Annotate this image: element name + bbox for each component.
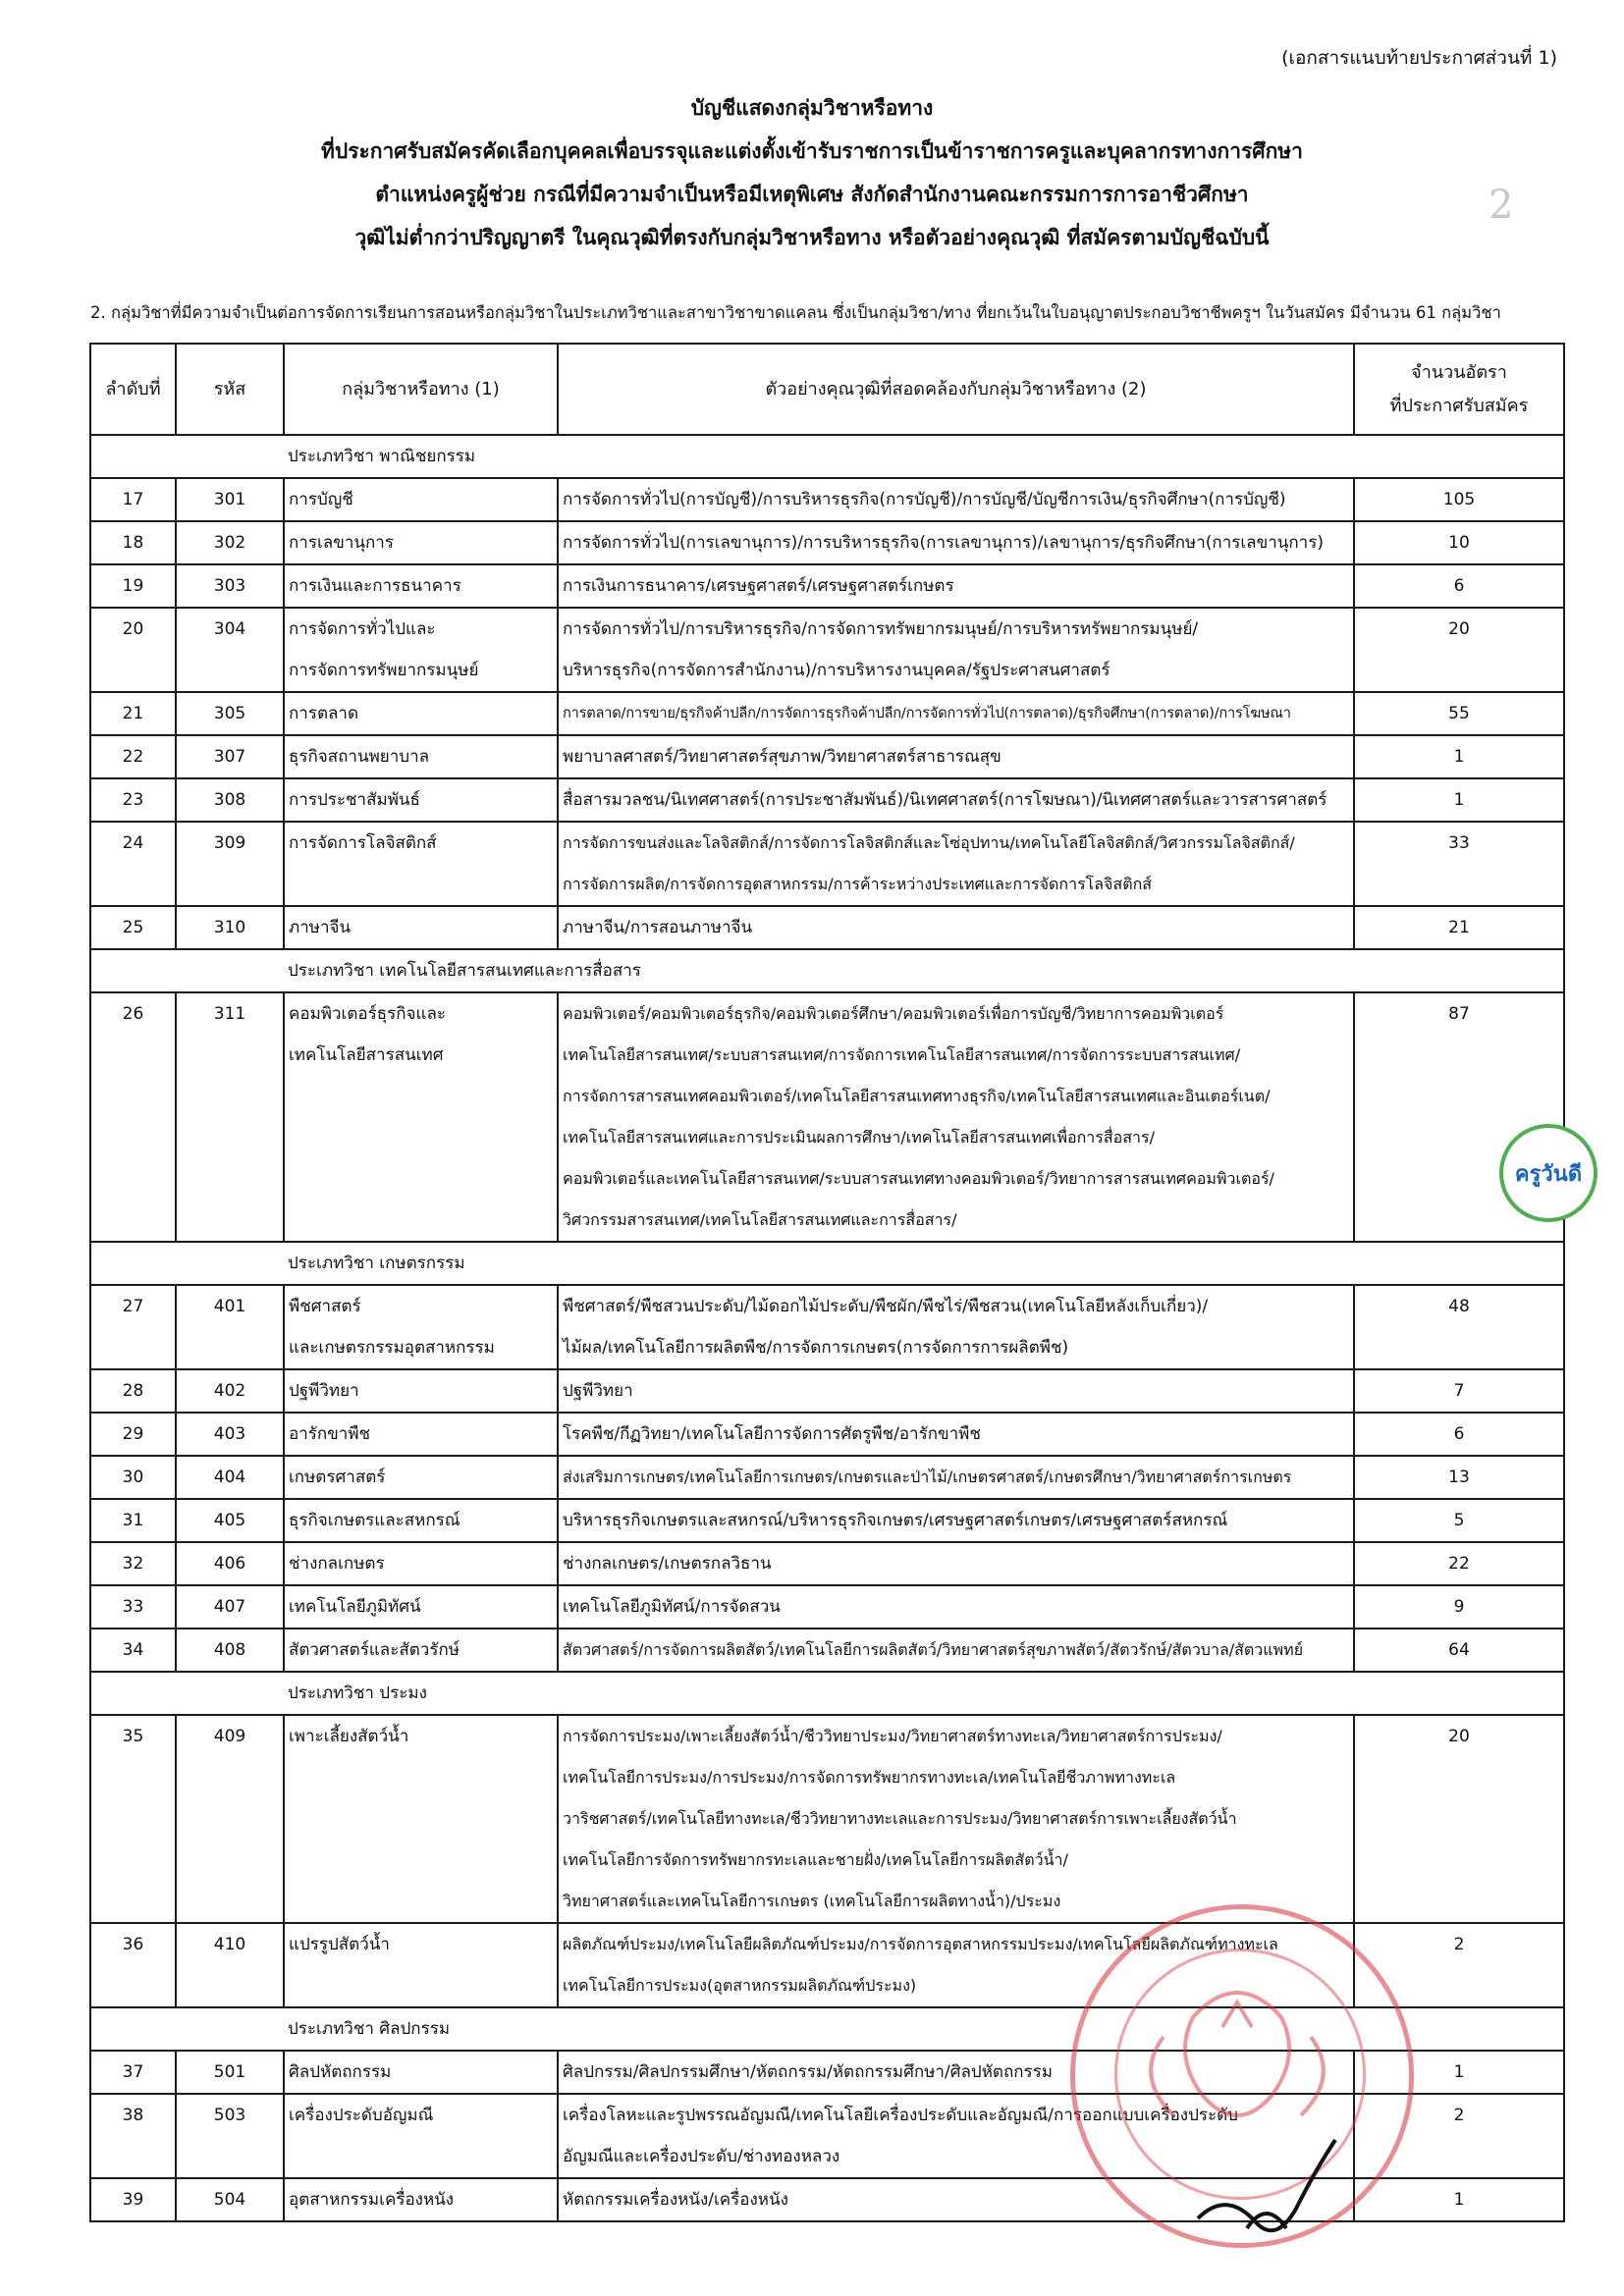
table-row <box>90 608 1564 692</box>
qualification-line: วิทยาศาสตร์และเทคโนโลยีการเกษตร (เทคโนโลยีการผลิตทางน้ำ)/ประมง <box>563 1892 1061 1910</box>
qualification-line: สื่อสารมวลชน/นิเทศศาสตร์(การประชาสัมพันธ์)/นิเทศศาสตร์(การโฆษณา)/นิเทศศาสตร์และวารสารศาสตร์ <box>563 790 1327 810</box>
row-subject <box>284 735 558 778</box>
category-label: ประเภทวิชา ประมง <box>90 1672 1564 1715</box>
row-number: 26 <box>90 992 176 1242</box>
row-count: 1 <box>1354 778 1564 822</box>
table-row <box>90 1715 1564 1923</box>
row-number: 35 <box>90 1715 176 1923</box>
row-qualifications <box>558 906 1354 949</box>
qualification-line: เทคโนโลยีสารสนเทศ/ระบบสารสนเทศ/การจัดการเทคโนโลยีสารสนเทศ/การจัดการระบบสารสนเทศ/ <box>563 1045 1241 1064</box>
subject-line: พืชศาสตร์ <box>289 1297 361 1316</box>
document-attachment-label: (เอกสารแนบท้ายประกาศส่วนที่ 1) <box>1281 47 1557 69</box>
subject-line: ภาษาจีน <box>289 918 352 937</box>
category-row <box>90 2007 1564 2051</box>
row-code: 301 <box>176 478 284 521</box>
row-qualifications <box>558 1923 1354 2007</box>
row-qualifications <box>558 778 1354 822</box>
qualification-line: การจัดการสารสนเทศคอมพิวเตอร์/เทคโนโลยีสารสนเทศทางธุรกิจ/เทคโนโลยีสารสนเทศและอินเตอร์เนต/ <box>563 1087 1271 1105</box>
row-subject <box>284 1285 558 1369</box>
row-count: 48 <box>1354 1285 1564 1369</box>
row-code: 307 <box>176 735 284 778</box>
qualification-line: วิศวกรรมสารสนเทศ/เทคโนโลยีสารสนเทศและการสื่อสาร/ <box>563 1210 957 1229</box>
row-count: 64 <box>1354 1629 1564 1672</box>
watermark-logo <box>1499 1124 1597 1222</box>
row-qualifications <box>558 1285 1354 1369</box>
row-number: 23 <box>90 778 176 822</box>
header-count <box>1354 344 1564 435</box>
row-qualifications <box>558 822 1354 906</box>
row-number: 37 <box>90 2051 176 2094</box>
row-number: 22 <box>90 735 176 778</box>
subject-line: การบัญชี <box>289 490 353 509</box>
subject-line: แปรรูปสัตว์น้ำ <box>289 1935 390 1954</box>
title-line-1: บัญชีแสดงกลุ่มวิชาหรือทาง <box>690 96 934 120</box>
row-number: 21 <box>90 692 176 735</box>
table-row <box>90 992 1564 1242</box>
subject-line: เครื่องประดับอัญมณี <box>289 2106 434 2125</box>
row-count: 105 <box>1354 478 1564 521</box>
qualification-line: การจัดการขนส่งและโลจิสติกส์/การจัดการโลจิสติกส์และโซ่อุปทาน/เทคโนโลยีโลจิสติกส์/วิศวกรรมโลจิสติกส์/ <box>563 833 1295 852</box>
qualification-line: พยาบาลศาสตร์/วิทยาศาสตร์สุขภาพ/วิทยาศาสตร์สาธารณสุข <box>563 747 1001 767</box>
table-row <box>90 1585 1564 1629</box>
row-subject <box>284 1369 558 1413</box>
qualification-line: เทคโนโลยีภูมิทัศน์/การจัดสวน <box>563 1597 781 1617</box>
row-code: 305 <box>176 692 284 735</box>
qualification-line: อัญมณีและเครื่องประดับ/ช่างทองหลวง <box>563 2147 840 2166</box>
row-code: 503 <box>176 2094 284 2178</box>
title-line-4: วุฒิไม่ต่ำกว่าปริญญาตรี ในคุณวุฒิที่ตรงกับกลุ่มวิชาหรือทาง หรือตัวอย่างคุณวุฒิ ที่สมัครตามบัญชีฉบับนี้ <box>354 226 1270 249</box>
row-number: 30 <box>90 1456 176 1499</box>
row-qualifications <box>558 1585 1354 1629</box>
row-qualifications <box>558 1413 1354 1456</box>
table-row <box>90 1923 1564 2007</box>
row-count: 21 <box>1354 906 1564 949</box>
header-qualifications: ตัวอย่างคุณวุฒิที่สอดคล้องกับกลุ่มวิชาหรือทาง (2) <box>558 344 1354 435</box>
row-count: 2 <box>1354 1923 1564 2007</box>
row-code: 403 <box>176 1413 284 1456</box>
row-qualifications <box>558 692 1354 735</box>
row-qualifications <box>558 1456 1354 1499</box>
subject-line: สัตวศาสตร์และสัตวรักษ์ <box>289 1640 460 1660</box>
subject-line: การจัดการโลจิสติกส์ <box>289 833 437 853</box>
qualification-line: การเงินการธนาคาร/เศรษฐศาสตร์/เศรษฐศาสตร์เกษตร <box>563 576 954 596</box>
row-number: 20 <box>90 608 176 692</box>
subject-line: การจัดการทรัพยากรมนุษย์ <box>289 661 479 680</box>
row-subject <box>284 2094 558 2178</box>
table-row <box>90 1499 1564 1542</box>
qualification-line: บริหารธุรกิจ(การจัดการสำนักงาน)/การบริหารงานบุคคล/รัฐประศาสนศาสตร์ <box>563 661 1110 680</box>
row-subject <box>284 692 558 735</box>
row-subject <box>284 2178 558 2221</box>
qualification-line: ปฐพีวิทยา <box>563 1381 633 1401</box>
row-subject <box>284 478 558 521</box>
table-row <box>90 735 1564 778</box>
qualification-line: โรคพืช/กีฏวิทยา/เทคโนโลยีการจัดการศัตรูพืช/อารักขาพืช <box>563 1424 981 1444</box>
row-count: 5 <box>1354 1499 1564 1542</box>
header-count-line-1: จำนวนอัตรา <box>1411 361 1507 383</box>
table-row <box>90 1413 1564 1456</box>
row-subject <box>284 1413 558 1456</box>
row-number: 29 <box>90 1413 176 1456</box>
row-subject <box>284 1923 558 2007</box>
subject-line: และเกษตรกรรมอุตสาหกรรม <box>289 1338 495 1358</box>
qualification-line: หัตถกรรมเครื่องหนัง/เครื่องหนัง <box>563 2190 788 2210</box>
row-count: 9 <box>1354 1585 1564 1629</box>
qualification-line: การจัดการทั่วไป/การบริหารธุรกิจ/การจัดการทรัพยากรมนุษย์/การบริหารทรัพยากรมนุษย์/ <box>563 619 1199 639</box>
row-count: 87 <box>1354 992 1564 1242</box>
row-subject <box>284 1542 558 1585</box>
row-code: 401 <box>176 1285 284 1369</box>
row-qualifications <box>558 1369 1354 1413</box>
category-row <box>90 949 1564 992</box>
row-number: 17 <box>90 478 176 521</box>
header-code: รหัส <box>176 344 284 435</box>
subject-line: การจัดการทั่วไปและ <box>289 619 436 639</box>
row-number: 33 <box>90 1585 176 1629</box>
subject-line: อุตสาหกรรมเครื่องหนัง <box>289 2190 455 2210</box>
header-no: ลำดับที่ <box>90 344 176 435</box>
table-row <box>90 906 1564 949</box>
qualification-line: การจัดการประมง/เพาะเลี้ยงสัตว์น้ำ/ชีววิทยาประมง/วิทยาศาสตร์ทางทะเล/วิทยาศาสตร์การประมง/ <box>563 1727 1222 1745</box>
row-subject <box>284 608 558 692</box>
row-code: 303 <box>176 564 284 608</box>
subject-line: เทคโนโลยีสารสนเทศ <box>289 1045 444 1065</box>
row-count: 10 <box>1354 521 1564 564</box>
row-qualifications <box>558 1499 1354 1542</box>
qualification-line: เทคโนโลยีสารสนเทศและการประเมินผลการศึกษา/เทคโนโลยีสารสนเทศเพื่อการสื่อสาร/ <box>563 1128 1155 1147</box>
row-subject <box>284 521 558 564</box>
subject-line: เกษตรศาสตร์ <box>289 1468 386 1487</box>
qualification-line: วาริชศาสตร์/เทคโนโลยีทางทะเล/ชีววิทยาทางทะเลและการประมง/วิทยาศาสตร์การเพาะเลี้ยงสัตว์น้ำ <box>563 1809 1237 1828</box>
table-header-row <box>90 344 1564 435</box>
qualification-line: การจัดการผลิต/การจัดการอุตสาหกรรม/การค้าระหว่างประเทศและการจัดการโลจิสติกส์ <box>563 875 1153 893</box>
row-count: 2 <box>1354 2094 1564 2178</box>
row-code: 309 <box>176 822 284 906</box>
qualification-line: พืชศาสตร์/พืชสวนประดับ/ไม้ดอกไม้ประดับ/พืชผัก/พืชไร่/พืชสวน(เทคโนโลยีหลังเก็บเกี่ยว)/ <box>563 1297 1209 1316</box>
row-subject <box>284 1629 558 1672</box>
row-qualifications <box>558 992 1354 1242</box>
category-row <box>90 435 1564 478</box>
qualification-line: เครื่องโลหะและรูปพรรณอัญมณี/เทคโนโลยีเครื่องประดับและอัญมณี/การออกแบบเครื่องประดับ <box>563 2106 1238 2125</box>
qualification-line: คอมพิวเตอร์และเทคโนโลยีสารสนเทศ/ระบบสารสนเทศทางคอมพิวเตอร์/วิทยาการสารสนเทศคอมพิวเตอร์/ <box>563 1169 1274 1188</box>
category-row <box>90 1242 1564 1285</box>
subject-line: ธุรกิจเกษตรและสหกรณ์ <box>289 1511 460 1530</box>
table-row <box>90 1285 1564 1369</box>
row-subject <box>284 1715 558 1923</box>
row-qualifications <box>558 735 1354 778</box>
subject-line: การประชาสัมพันธ์ <box>289 790 420 810</box>
subject-line: เพาะเลี้ยงสัตว์น้ำ <box>289 1727 409 1746</box>
row-subject <box>284 822 558 906</box>
row-number: 18 <box>90 521 176 564</box>
row-code: 304 <box>176 608 284 692</box>
qualification-line: คอมพิวเตอร์/คอมพิวเตอร์ธุรกิจ/คอมพิวเตอร์ศึกษา/คอมพิวเตอร์เพื่อการบัญชี/วิทยาการคอมพิวเตอร์ <box>563 1004 1224 1023</box>
row-count: 1 <box>1354 2051 1564 2094</box>
row-code: 404 <box>176 1456 284 1499</box>
subject-line: การเลขานุการ <box>289 533 394 553</box>
row-code: 407 <box>176 1585 284 1629</box>
qualification-line: การจัดการทั่วไป(การบัญชี)/การบริหารธุรกิจ(การบัญชี)/การบัญชี/บัญชีการเงิน/ธุรกิจศึกษา(การบัญชี) <box>563 490 1286 509</box>
table-row <box>90 1629 1564 1672</box>
row-count: 7 <box>1354 1369 1564 1413</box>
table-row <box>90 822 1564 906</box>
category-label: ประเภทวิชา ศิลปกรรม <box>90 2007 1564 2051</box>
row-qualifications <box>558 564 1354 608</box>
row-subject <box>284 1499 558 1542</box>
row-count: 22 <box>1354 1542 1564 1585</box>
qualification-line: สัตวศาสตร์/การจัดการผลิตสัตว์/เทคโนโลยีการผลิตสัตว์/วิทยาศาสตร์สุขภาพสัตว์/สัตวรักษ์/สัตวบาล/สัตวแพทย์ <box>563 1640 1304 1659</box>
row-count: 1 <box>1354 735 1564 778</box>
category-label: ประเภทวิชา พาณิชยกรรม <box>90 435 1564 478</box>
row-count: 1 <box>1354 2178 1564 2221</box>
section-intro: 2. กลุ่มวิชาที่มีความจำเป็นต่อการจัดการเรียนการสอนหรือกลุ่มวิชาในประเภทวิชาและสาขาวิชาขาดแคลน ซึ่งเป็นกลุ่มวิชา/ทาง ที่ยกเว้นในใบอนุญาตประกอบวิชาชีพครูฯ ในวันสมัคร มีจำนวน 61 กลุ่มวิชา <box>90 303 1501 322</box>
row-subject <box>284 2051 558 2094</box>
row-code: 504 <box>176 2178 284 2221</box>
page-number-mark: 2 <box>1489 183 1514 228</box>
subject-line: คอมพิวเตอร์ธุรกิจและ <box>289 1004 446 1024</box>
row-code: 310 <box>176 906 284 949</box>
row-qualifications <box>558 1629 1354 1672</box>
row-code: 311 <box>176 992 284 1242</box>
table-row <box>90 778 1564 822</box>
row-count: 55 <box>1354 692 1564 735</box>
qualification-line: ศิลปกรรม/ศิลปกรรมศึกษา/หัตถกรรม/หัตถกรรมศึกษา/ศิลปหัตถกรรม <box>563 2062 1054 2082</box>
row-qualifications <box>558 521 1354 564</box>
row-count: 20 <box>1354 608 1564 692</box>
qualification-line: ช่างกลเกษตร/เกษตรกลวิธาน <box>563 1554 772 1574</box>
row-number: 28 <box>90 1369 176 1413</box>
subject-line: อารักขาพืช <box>289 1424 371 1444</box>
row-subject <box>284 778 558 822</box>
table-row <box>90 1456 1564 1499</box>
row-code: 406 <box>176 1542 284 1585</box>
signature-mark <box>1188 2130 1345 2248</box>
qualification-line: การจัดการทั่วไป(การเลขานุการ)/การบริหารธุรกิจ(การเลขานุการ)/เลขานุการ/ธุรกิจศึกษา(การเลขานุการ) <box>563 533 1324 553</box>
qualification-line: ส่งเสริมการเกษตร/เทคโนโลยีการเกษตร/เกษตรและป่าไม้/เกษตรศาสตร์/เกษตรศึกษา/วิทยาศาสตร์การเกษตร <box>563 1468 1292 1486</box>
row-subject <box>284 1585 558 1629</box>
header-count-line-2: ที่ประกาศรับสมัคร <box>1389 395 1529 416</box>
qualification-line: ผลิตภัณฑ์ประมง/เทคโนโลยีผลิตภัณฑ์ประมง/การจัดการอุตสาหกรรมประมง/เทคโนโลยีผลิตภัณฑ์ทางทะเล <box>563 1935 1278 1953</box>
subject-line: ศิลปหัตถกรรม <box>289 2062 392 2082</box>
row-code: 408 <box>176 1629 284 1672</box>
row-count: 6 <box>1354 1413 1564 1456</box>
table-row <box>90 692 1564 735</box>
row-number: 39 <box>90 2178 176 2221</box>
row-count: 33 <box>1354 822 1564 906</box>
row-count: 13 <box>1354 1456 1564 1499</box>
table-row <box>90 564 1564 608</box>
qualification-line: บริหารธุรกิจเกษตรและสหกรณ์/บริหารธุรกิจเกษตร/เศรษฐศาสตร์เกษตร/เศรษฐศาสตร์สหกรณ์ <box>563 1511 1228 1530</box>
row-subject <box>284 564 558 608</box>
title-line-3: ตำแหน่งครูผู้ช่วย กรณีที่มีความจำเป็นหรือมีเหตุพิเศษ สังกัดสำนักงานคณะกรรมการการอาชีวศึกษา <box>375 183 1249 206</box>
subject-line: เทคโนโลยีภูมิทัศน์ <box>289 1597 421 1617</box>
qualification-line: เทคโนโลยีการประมง/การประมง/การจัดการทรัพยากรทางทะเล/เทคโนโลยีชีวภาพทางทะเล <box>563 1768 1176 1787</box>
row-qualifications <box>558 608 1354 692</box>
row-code: 405 <box>176 1499 284 1542</box>
row-number: 24 <box>90 822 176 906</box>
row-number: 19 <box>90 564 176 608</box>
qualification-line: การตลาด/การขาย/ธุรกิจค้าปลีก/การจัดการธุรกิจค้าปลีก/การจัดการทั่วไป(การตลาด)/ธุรกิจศึกษา(การตลาด)/การโฆษณา <box>563 705 1291 721</box>
subject-line: ช่างกลเกษตร <box>289 1554 385 1574</box>
row-number: 34 <box>90 1629 176 1672</box>
subject-line: การเงินและการธนาคาร <box>289 576 461 596</box>
subject-line: ปฐพีวิทยา <box>289 1381 359 1401</box>
row-subject <box>284 906 558 949</box>
row-code: 402 <box>176 1369 284 1413</box>
header-subject: กลุ่มวิชาหรือทาง (1) <box>284 344 558 435</box>
row-number: 25 <box>90 906 176 949</box>
table-row <box>90 478 1564 521</box>
watermark-logo-text: ครูวันดี <box>1514 1162 1583 1187</box>
table-row <box>90 1369 1564 1413</box>
row-qualifications <box>558 478 1354 521</box>
row-code: 501 <box>176 2051 284 2094</box>
table-row <box>90 1542 1564 1585</box>
qualification-line: ภาษาจีน/การสอนภาษาจีน <box>563 918 753 937</box>
subject-table <box>89 343 1565 2222</box>
table-row <box>90 2051 1564 2094</box>
category-label: ประเภทวิชา เทคโนโลยีสารสนเทศและการสื่อสาร <box>90 949 1564 992</box>
title-line-2: ที่ประกาศรับสมัครคัดเลือกบุคคลเพื่อบรรจุและแต่งตั้งเข้ารับราชการเป็นข้าราชการครูและบุคลากรทางการศึกษา <box>321 139 1303 163</box>
qualification-line: เทคโนโลยีการประมง(อุตสาหกรรมผลิตภัณฑ์ประมง) <box>563 1976 917 1995</box>
row-code: 409 <box>176 1715 284 1923</box>
row-number: 27 <box>90 1285 176 1369</box>
row-number: 32 <box>90 1542 176 1585</box>
row-code: 410 <box>176 1923 284 2007</box>
row-code: 308 <box>176 778 284 822</box>
qualification-line: ไม้ผล/เทคโนโลยีการผลิตพืช/การจัดการเกษตร(การจัดการการผลิตพืช) <box>563 1338 1069 1358</box>
row-qualifications <box>558 1715 1354 1923</box>
row-number: 38 <box>90 2094 176 2178</box>
subject-line: การตลาด <box>289 704 359 723</box>
table-row <box>90 521 1564 564</box>
row-subject <box>284 992 558 1242</box>
qualification-line: เทคโนโลยีการจัดการทรัพยากรทะเลและชายฝั่ง/เทคโนโลยีการผลิตสัตว์น้ำ/ <box>563 1850 1068 1869</box>
category-label: ประเภทวิชา เกษตรกรรม <box>90 1242 1564 1285</box>
category-row <box>90 1672 1564 1715</box>
row-number: 31 <box>90 1499 176 1542</box>
row-qualifications <box>558 2051 1354 2094</box>
row-number: 36 <box>90 1923 176 2007</box>
row-code: 302 <box>176 521 284 564</box>
row-count: 6 <box>1354 564 1564 608</box>
row-count: 20 <box>1354 1715 1564 1923</box>
subject-line: ธุรกิจสถานพยาบาล <box>289 747 430 767</box>
row-subject <box>284 1456 558 1499</box>
document-title-block <box>0 86 1624 259</box>
row-qualifications <box>558 1542 1354 1585</box>
